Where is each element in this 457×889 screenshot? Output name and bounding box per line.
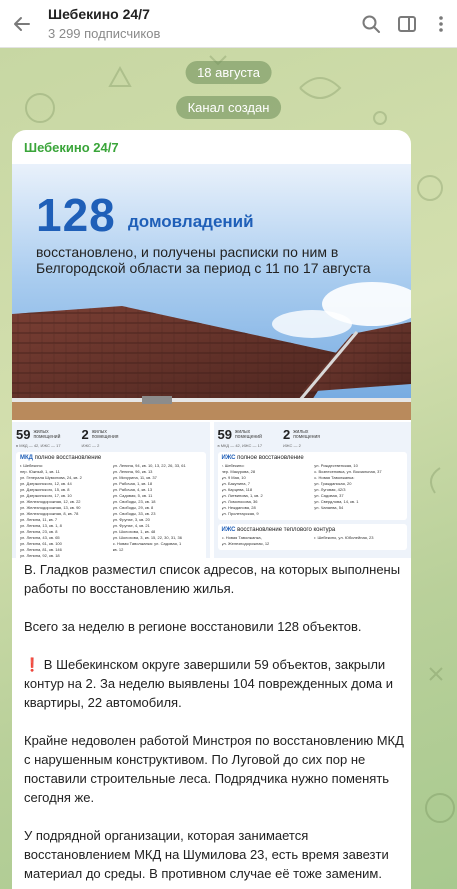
- headline-word: домовладений: [128, 212, 254, 231]
- address-line: ул. Ленина, 94, кв. 10, 13, 22, 26, 33, 61: [112, 463, 186, 468]
- headline-number: 128: [36, 189, 116, 241]
- address-line: ул. Генерала Шумилова, 24, кв. 2: [20, 475, 82, 480]
- address-column: [222, 463, 311, 517]
- address-line: ул. Железнодорожная, 8, кв. 78: [20, 511, 79, 516]
- address-line: ул. Фрунзе, 3, кв. 20: [112, 517, 150, 522]
- address-line: ул. Рабочая, 4, кв. 13: [112, 487, 153, 492]
- address-line: ул. Дзержинского, 12, кв. 44: [20, 481, 72, 486]
- address-line: ул. Бакунина, 7: [221, 481, 250, 486]
- address-line: г. Шебекино:: [221, 463, 245, 468]
- address-line: ул. Карцева, 118: [221, 487, 253, 492]
- address-line: ул. Садовая, 5, кв. 11: [112, 493, 153, 498]
- address-line: пер. Южный, 1, кв. 11: [20, 469, 60, 474]
- address-line: ул. Чапаева, 54: [314, 505, 344, 510]
- address-line: ул. Нежданова, 28: [221, 505, 256, 510]
- subscriber-count: 3 299 подписчиков: [48, 25, 161, 41]
- stat-label: жилых помещений: [33, 428, 61, 440]
- address-line: с. Новая Таволжанка:: [314, 475, 355, 480]
- search-button[interactable]: [353, 0, 389, 48]
- post-photo-main[interactable]: [12, 164, 411, 420]
- address-line: ул. Фрунзе, 4, кв. 21: [112, 523, 150, 528]
- address-line: ул. Садовая, 37: [314, 493, 344, 498]
- address-line: ул. Свободы, 23, кв. 18: [112, 499, 156, 504]
- address-line: ул. Железнодорожная, 12: [221, 541, 270, 546]
- address-line: ул. Ленина, 43, кв. 65: [20, 535, 60, 540]
- channel-info[interactable]: [44, 5, 353, 43]
- channel-post[interactable]: [12, 130, 411, 889]
- channel-title: Шебекино 24/7: [48, 5, 150, 22]
- back-button[interactable]: [0, 0, 44, 48]
- address-line: ул. Ленина, 13, кв. 1, 8: [20, 523, 62, 528]
- post-photo-grid: [12, 422, 411, 558]
- sidebar-toggle-button[interactable]: [389, 0, 425, 48]
- more-button[interactable]: [425, 0, 457, 48]
- address-line: ул. Свердлова, 14, кв. 1: [314, 499, 359, 504]
- stat-sub: в МКД — 42, ИЖС — 17: [217, 443, 263, 448]
- post-paragraph: У подрядной организации, которая занимается восстановлением МКД на Шумилова 23, есть время завезти материал до среды. В противном случае её тоже заменим.: [24, 828, 389, 881]
- stat-value: 59: [217, 427, 232, 442]
- address-line: ул. Свободы, 33, кв. 23: [112, 511, 156, 516]
- stat-value: 59: [16, 427, 31, 442]
- address-line: ул. Гражданская, 20: [314, 481, 352, 486]
- address-line: ул. Ленина, 96, кв. 13: [112, 469, 153, 474]
- arrow-left-icon: [12, 14, 32, 34]
- address-line: ул. Ленина, 61, кв. 100: [20, 541, 62, 546]
- address-box: [218, 524, 408, 550]
- post-photo-left[interactable]: [12, 422, 210, 558]
- stat-label: жилых помещений: [234, 428, 262, 440]
- address-line: пер. Макурова, 28: [221, 469, 256, 474]
- stat-sub: ИЖС — 2: [81, 443, 100, 448]
- address-line: с. Вознесеновка, ул. Вокзальная, 37: [314, 469, 382, 474]
- post-text: [24, 560, 404, 889]
- address-line: ул. Литвинова, 1, кв. 2: [221, 493, 263, 498]
- address-line: с. Новая Таволжанка,: [221, 535, 262, 540]
- stat-value: 2: [81, 427, 89, 442]
- address-column: [314, 463, 403, 517]
- more-vertical-icon: [431, 14, 451, 34]
- address-line: ул. Дзержинского, 17, кв. 10: [20, 493, 72, 498]
- post-paragraph: В. Гладков разместил список адресов, на которых выполнены работы по восстановлению жилья.: [24, 562, 401, 596]
- post-paragraph: Крайне недоволен работой Минстроя по восстановлению МКД с нарушенным конструктивом. По Луговой до сих пор не поставили строительные леса. Подрядчика нужно поменять сегодня же.: [24, 733, 404, 805]
- address-box-title: ИЖС восстановление теплового контура: [221, 527, 336, 533]
- address-column: [222, 535, 311, 547]
- address-line: ул. Рабочая, 1, кв. 18: [112, 481, 153, 486]
- channel-header: [0, 0, 457, 48]
- stat-label: жилых помещения: [91, 428, 119, 440]
- address-column: [314, 535, 403, 547]
- address-line: ул. Ленина, 11, кв. 7: [20, 517, 58, 522]
- address-line: г. Шебекино, ул. Юбилейная, 23: [314, 535, 374, 540]
- address-line: ул. Ленина, 92, кв. 18: [20, 553, 60, 558]
- address-column: [20, 463, 109, 558]
- stat-sub: в МКД — 42, ИЖС — 17: [16, 443, 61, 448]
- stat-sub: ИЖС — 2: [282, 443, 301, 448]
- post-photo-right[interactable]: [214, 422, 412, 558]
- address-line: ул. Свободы, 29, кв. 8: [112, 505, 154, 510]
- chat-area[interactable]: [0, 48, 457, 889]
- address-line: ул. Рождественская, 10: [314, 463, 358, 468]
- address-box-title: ИЖС полное восстановление: [221, 455, 304, 461]
- exclamation-icon: ❗: [24, 657, 41, 672]
- address-column: [113, 463, 202, 558]
- address-line: ул. Ломоносова, 36: [221, 499, 258, 504]
- sidebar-icon: [397, 14, 417, 34]
- stat-value: 2: [282, 427, 291, 442]
- address-line: ул. Луговая, 42/3: [314, 487, 346, 492]
- headline-description: восстановлено, и получены расписки по ним в Белгородской области за период с 11 по 17 августа: [36, 244, 371, 276]
- address-line: кв. 12: [112, 547, 124, 552]
- address-line: ул. 9 Мая, 10: [221, 475, 246, 480]
- address-line: ул. Железнодорожная, 13, кв. 90: [20, 505, 81, 510]
- address-line: г. Шебекино:: [20, 463, 44, 468]
- address-line: ул. Шолохова, 3, кв. 15, 22, 30, 31, 36: [112, 535, 182, 540]
- post-paragraph: ❗ В Шебекинском округе завершили 59 объектов, закрыли контур на 2. За неделю выявлены 104 поврежденных дома и квартиры, 22 автомобиля.: [24, 657, 393, 710]
- address-box: [16, 452, 206, 558]
- address-line: ул. Ленина, 23, кв. 8: [20, 529, 58, 534]
- address-line: ул. Мичурина, 11, кв. 37: [112, 475, 157, 480]
- address-line: ул. Ленина, 81, кв. 146: [20, 547, 62, 552]
- address-box: [218, 452, 408, 520]
- address-line: ул. Пролетарская, 9: [221, 511, 259, 516]
- search-icon: [361, 14, 381, 34]
- address-line: ул. Дзержинского, 15, кв. 8: [20, 487, 70, 492]
- stat-label: жилых помещения: [293, 428, 321, 440]
- service-message-pill: Канал создан: [176, 96, 282, 119]
- post-paragraph: Всего за неделю в регионе восстановили 128 объектов.: [24, 619, 362, 634]
- address-line: с. Новая Таволжанка: ул. Садовая, 1: [112, 541, 182, 546]
- post-sender-name[interactable]: Шебекино 24/7: [24, 140, 119, 155]
- date-pill: 18 августа: [185, 61, 272, 84]
- address-line: ул. Железнодорожная, 12, кв. 22: [20, 499, 81, 504]
- address-box-title: МКД полное восстановление: [20, 455, 102, 461]
- address-line: ул. Шолохова, 1, кв. 48: [112, 529, 156, 534]
